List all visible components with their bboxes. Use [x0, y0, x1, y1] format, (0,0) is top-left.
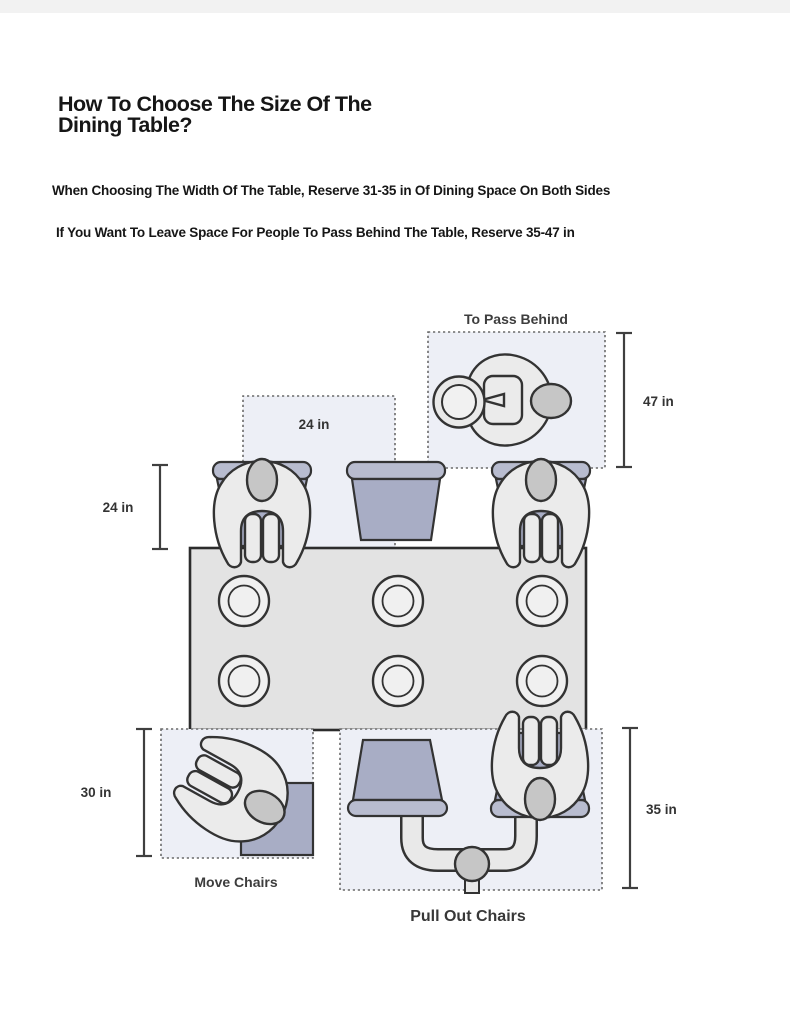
- plate: [517, 656, 567, 706]
- pulled-out-empty-chair: [353, 740, 442, 800]
- subtitle-width-advice: When Choosing The Width Of The Table, Reserve 31-35 in Of Dining Space On Both Sides: [52, 183, 611, 198]
- plate: [517, 576, 567, 626]
- pass-behind-label: To Pass Behind: [464, 311, 568, 327]
- walking-person-shoulder-inner: [442, 385, 476, 419]
- measure-30in: [81, 729, 152, 856]
- plate: [219, 576, 269, 626]
- measure-24in-left: [103, 465, 168, 549]
- plate: [219, 656, 269, 706]
- title-line-1: How To Choose The Size Of The: [58, 92, 372, 116]
- person-pulling-chair-head: [455, 847, 489, 881]
- title-line-2: Dining Table?: [58, 112, 193, 137]
- plate: [373, 576, 423, 626]
- move-chairs-label: Move Chairs: [194, 874, 278, 890]
- measure-47in: [616, 333, 674, 467]
- chair-person-pulled-out: [491, 712, 589, 820]
- plate: [373, 656, 423, 706]
- measure-35in-label: 35 in: [646, 802, 677, 817]
- measure-30in-label: 30 in: [80, 785, 112, 800]
- empty-chair-top: [347, 462, 445, 540]
- pull-out-chairs-label: Pull Out Chairs: [410, 908, 526, 925]
- measure-47in-label: 47 in: [643, 394, 674, 409]
- pulled-out-chair-back: [348, 800, 447, 816]
- chair-person-top-right: [492, 459, 590, 567]
- measure-24in-top-label: 24 in: [298, 417, 330, 432]
- chair-person-top-left: [213, 459, 311, 567]
- measure-35in: [622, 728, 677, 888]
- walking-person-head: [531, 384, 571, 418]
- subtitle-pass-behind-advice: If You Want To Leave Space For People To Pass Behind The Table, Reserve 35-47 in: [56, 225, 575, 240]
- measure-24in-left-label: 24 in: [102, 500, 134, 515]
